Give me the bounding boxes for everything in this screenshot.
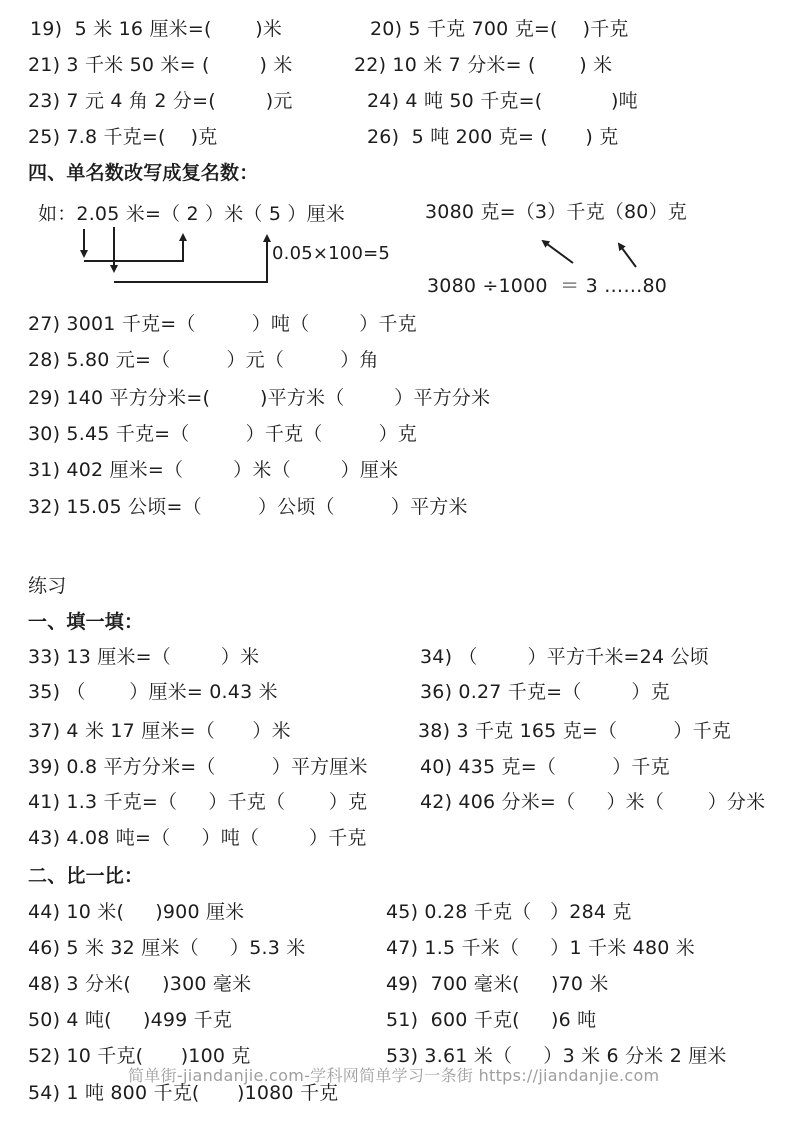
problem-24: 24) 4 吨 50 千克=( )吨 bbox=[367, 90, 638, 112]
problem-48: 48) 3 分米( )300 毫米 bbox=[28, 973, 252, 995]
example-left-line: 如：2.05 米=（ 2 ）米（ 5 ）厘米 bbox=[38, 203, 345, 225]
problem-30: 30) 5.45 千克=（ ）千克（ ）克 bbox=[28, 423, 418, 445]
problem-19: 19) 5 米 16 厘米=( )米 bbox=[30, 18, 283, 40]
practice-title: 练习 bbox=[28, 575, 67, 597]
problem-45: 45) 0.28 千克（ ）284 克 bbox=[386, 901, 632, 923]
problem-42: 42) 406 分米=（ ）米（ ）分米 bbox=[420, 791, 766, 813]
problem-54: 54) 1 吨 800 千克( )1080 千克 bbox=[28, 1082, 339, 1104]
section-4-heading: 四、单名数改写成复名数： bbox=[28, 162, 259, 184]
watermark-text: 简单街-jiandanjie.com-学科网简单学习一条街 https://jiandanjie.com bbox=[128, 1066, 660, 1085]
problem-25: 25) 7.8 千克=( )克 bbox=[28, 126, 218, 148]
example-right-line1: 3080 克=（3）千克（80）克 bbox=[425, 201, 687, 223]
problem-27: 27) 3001 千克=（ ）吨（ ）千克 bbox=[28, 313, 417, 335]
problem-26: 26) 5 吨 200 克= ( ) 克 bbox=[367, 126, 619, 148]
problem-37: 37) 4 米 17 厘米=（ ）米 bbox=[28, 720, 291, 742]
problem-49: 49) 700 毫米( )70 米 bbox=[386, 973, 609, 995]
problem-53: 53) 3.61 米（ ）3 米 6 分米 2 厘米 bbox=[386, 1045, 727, 1067]
problem-21: 21) 3 千米 50 米= ( ) 米 bbox=[28, 54, 293, 76]
problem-46: 46) 5 米 32 厘米（ ）5.3 米 bbox=[28, 937, 306, 959]
problem-41: 41) 1.3 千克=（ ）千克（ ）克 bbox=[28, 791, 368, 813]
problem-47: 47) 1.5 千米（ ）1 千米 480 米 bbox=[386, 937, 695, 959]
problem-51: 51) 600 千克( )6 吨 bbox=[386, 1009, 597, 1031]
example-left-note: 0.05×100=5 bbox=[272, 243, 391, 264]
problem-50: 50) 4 吨( )499 千克 bbox=[28, 1009, 233, 1031]
problem-43: 43) 4.08 吨=（ ）吨（ ）千克 bbox=[28, 827, 367, 849]
problem-31: 31) 402 厘米=（ ）米（ ）厘米 bbox=[28, 459, 399, 481]
problem-40: 40) 435 克=（ ）千克 bbox=[420, 756, 670, 778]
problem-32: 32) 15.05 公顷=（ ）公顷（ ）平方米 bbox=[28, 496, 468, 518]
compare-heading: 二、比一比： bbox=[28, 865, 144, 887]
problem-23: 23) 7 元 4 角 2 分=( )元 bbox=[28, 90, 293, 112]
problem-44: 44) 10 米( )900 厘米 bbox=[28, 901, 245, 923]
fill-in-heading: 一、填一填： bbox=[28, 611, 144, 633]
problem-52: 52) 10 千克( )100 克 bbox=[28, 1045, 251, 1067]
problem-33: 33) 13 厘米=（ ）米 bbox=[28, 646, 260, 668]
problem-39: 39) 0.8 平方分米=（ ）平方厘米 bbox=[28, 756, 368, 778]
problem-38: 38) 3 千克 165 克=（ ）千克 bbox=[418, 720, 731, 742]
problem-36: 36) 0.27 千克=（ ）克 bbox=[420, 681, 670, 703]
problem-28: 28) 5.80 元=（ ）元（ ）角 bbox=[28, 349, 379, 371]
problem-20: 20) 5 千克 700 克=( )千克 bbox=[370, 18, 629, 40]
problem-22: 22) 10 米 7 分米= ( ) 米 bbox=[354, 54, 613, 76]
example-right-line2: 3080 ÷1000 ＝ 3 ……80 bbox=[427, 275, 668, 297]
problem-34: 34) （ ）平方千米=24 公顷 bbox=[420, 646, 709, 668]
problem-35: 35) （ ）厘米= 0.43 米 bbox=[28, 681, 278, 703]
problem-29: 29) 140 平方分米=( )平方米（ ）平方分米 bbox=[28, 387, 491, 409]
